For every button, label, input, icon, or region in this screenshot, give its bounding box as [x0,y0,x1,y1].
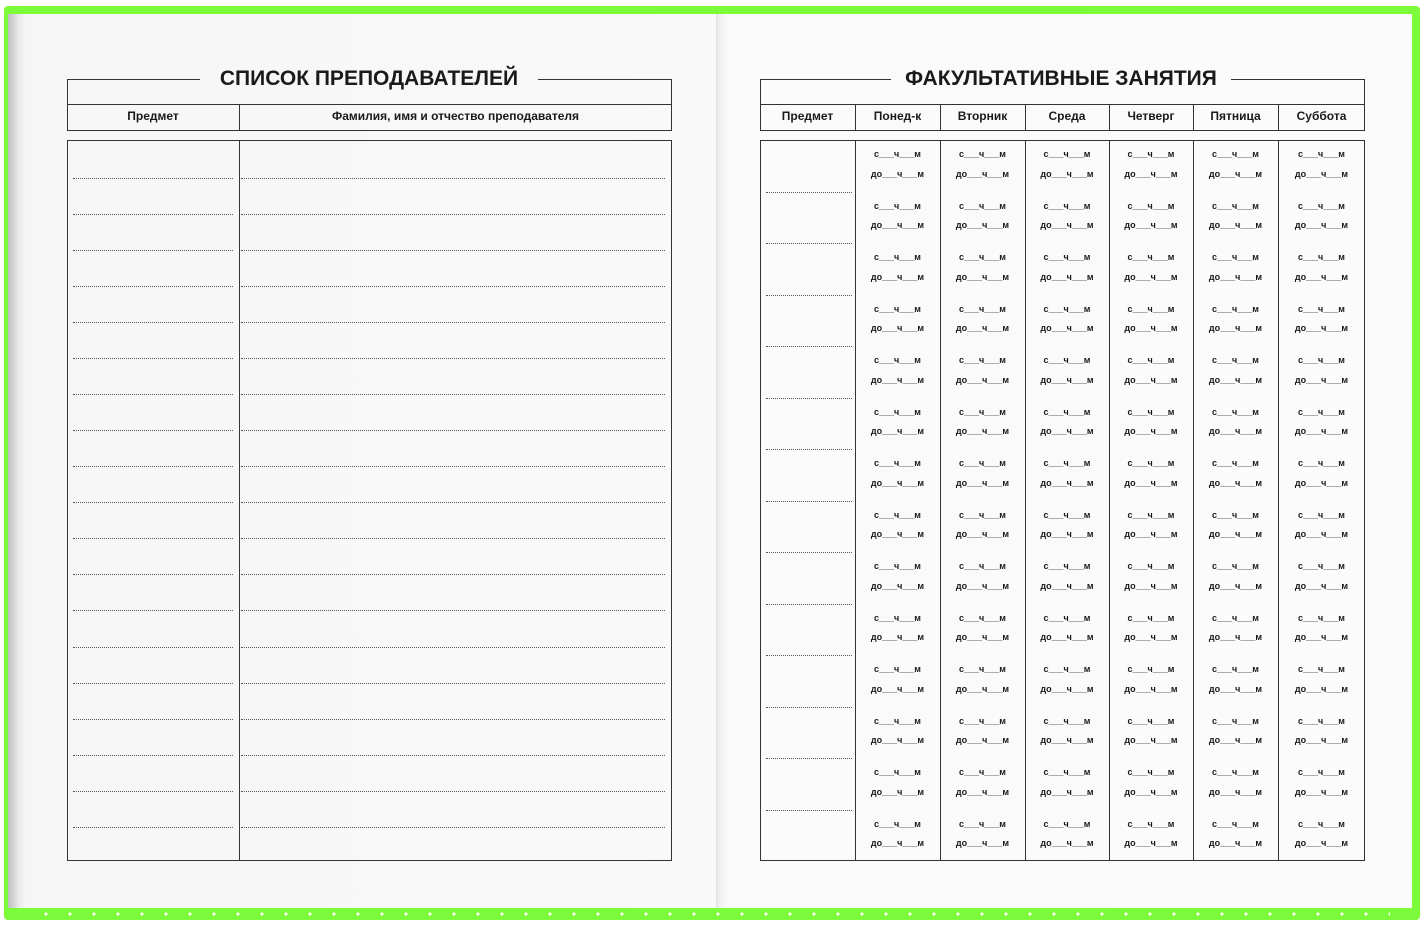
time-to-field: до___ч___м [1124,323,1178,333]
time-to-field: до___ч___м [1040,426,1094,436]
time-from-field: с___ч___м [874,561,921,571]
time-to-field: до___ч___м [870,632,925,642]
time-from-field: с___ч___м [1043,407,1091,417]
left-row-line-teacher [241,214,665,215]
time-from-field: с___ч___м [874,304,921,314]
time-from-field: с___ч___м [959,561,1006,571]
time-to-field: до___ч___м [1040,787,1094,797]
time-to-field: до___ч___м [1294,735,1349,745]
right-header-day: Понед-к [873,109,922,123]
time-to-field: до___ч___м [1040,581,1094,591]
time-from-field: с___ч___м [874,767,921,777]
time-to-field: до___ч___м [1294,220,1349,230]
time-from-field: с___ч___м [1043,355,1091,365]
time-to-field: до___ч___м [1208,375,1263,385]
time-from-field: с___ч___м [1212,613,1259,623]
time-to-field: до___ч___м [1208,529,1263,539]
time-to-field: до___ч___м [870,272,925,282]
time-to-field: до___ч___м [955,787,1010,797]
time-from-field: с___ч___м [1212,355,1259,365]
left-header-subject: Предмет [127,109,179,123]
right-row-line-subject [766,346,852,347]
time-to-field: до___ч___м [1040,529,1094,539]
right-row-line-subject [766,243,852,244]
time-from-field: с___ч___м [1127,613,1175,623]
left-row-line-subject [73,683,233,684]
left-row-line-teacher [241,683,665,684]
time-to-field: до___ч___м [1040,684,1094,694]
page-stack-edge [8,14,18,908]
left-row-line-teacher [241,791,665,792]
time-from-field: с___ч___м [959,767,1006,777]
time-from-field: с___ч___м [1298,664,1345,674]
time-from-field: с___ч___м [959,252,1006,262]
time-to-field: до___ч___м [1294,375,1349,385]
time-from-field: с___ч___м [1298,510,1345,520]
left-row-line-teacher [241,755,665,756]
time-to-field: до___ч___м [955,375,1010,385]
time-to-field: до___ч___м [870,169,925,179]
left-row-line-teacher [241,466,665,467]
right-body-col-divider [1025,140,1026,861]
time-to-field: до___ч___м [1124,220,1178,230]
time-to-field: до___ч___м [870,478,925,488]
left-row-line-teacher [241,647,665,648]
time-from-field: с___ч___м [1298,201,1345,211]
right-row-line-subject [766,655,852,656]
time-from-field: с___ч___м [874,664,921,674]
time-to-field: до___ч___м [1040,838,1094,848]
time-from-field: с___ч___м [1298,716,1345,726]
time-to-field: до___ч___м [955,478,1010,488]
left-row-line-subject [73,502,233,503]
time-from-field: с___ч___м [874,407,921,417]
left-header-divider [67,104,672,105]
right-header-divider [760,104,1365,105]
time-to-field: до___ч___м [1208,426,1263,436]
time-to-field: до___ч___м [1124,684,1178,694]
right-row-line-subject [766,810,852,811]
left-row-line-teacher [241,502,665,503]
right-body-col-divider [940,140,941,861]
time-to-field: до___ч___м [1124,735,1178,745]
time-from-field: с___ч___м [1298,355,1345,365]
right-header-day: Суббота [1296,109,1347,123]
time-from-field: с___ч___м [959,510,1006,520]
time-from-field: с___ч___м [1298,767,1345,777]
left-row-line-teacher [241,719,665,720]
time-to-field: до___ч___м [1040,735,1094,745]
time-to-field: до___ч___м [1124,375,1178,385]
time-from-field: с___ч___м [1127,716,1175,726]
time-to-field: до___ч___м [1208,632,1263,642]
left-row-line-subject [73,178,233,179]
time-from-field: с___ч___м [874,201,921,211]
time-to-field: до___ч___м [1294,838,1349,848]
time-from-field: с___ч___м [959,355,1006,365]
right-row-line-subject [766,552,852,553]
left-row-line-subject [73,358,233,359]
time-from-field: с___ч___м [874,355,921,365]
left-row-line-subject [73,791,233,792]
left-row-line-subject [73,286,233,287]
time-to-field: до___ч___м [1040,323,1094,333]
time-from-field: с___ч___м [874,510,921,520]
time-from-field: с___ч___м [1127,304,1175,314]
time-from-field: с___ч___м [1298,819,1345,829]
time-from-field: с___ч___м [1298,458,1345,468]
time-from-field: с___ч___м [959,201,1006,211]
time-to-field: до___ч___м [955,323,1010,333]
time-to-field: до___ч___м [870,838,925,848]
left-row-line-teacher [241,250,665,251]
time-from-field: с___ч___м [1127,561,1175,571]
left-row-line-teacher [241,574,665,575]
right-body-col-divider [1109,140,1110,861]
time-from-field: с___ч___м [1127,252,1175,262]
right-row-line-subject [766,192,852,193]
time-to-field: до___ч___м [1294,581,1349,591]
time-from-field: с___ч___м [1127,407,1175,417]
time-from-field: с___ч___м [1298,304,1345,314]
left-header-box [67,79,672,131]
time-from-field: с___ч___м [1127,510,1175,520]
left-header-teacher-name: Фамилия, имя и отчество преподавателя [332,109,579,123]
time-to-field: до___ч___м [1208,169,1263,179]
time-from-field: с___ч___м [1212,304,1259,314]
right-row-line-subject [766,501,852,502]
time-from-field: с___ч___м [1043,613,1091,623]
time-from-field: с___ч___м [1043,458,1091,468]
time-from-field: с___ч___м [1127,664,1175,674]
time-to-field: до___ч___м [1208,787,1263,797]
time-from-field: с___ч___м [1043,510,1091,520]
time-from-field: с___ч___м [1298,407,1345,417]
time-from-field: с___ч___м [1127,149,1175,159]
time-from-field: с___ч___м [959,716,1006,726]
left-row-line-subject [73,755,233,756]
time-from-field: с___ч___м [1298,561,1345,571]
time-from-field: с___ч___м [1212,716,1259,726]
time-from-field: с___ч___м [1298,149,1345,159]
time-from-field: с___ч___м [1212,819,1259,829]
time-to-field: до___ч___м [1124,426,1178,436]
time-from-field: с___ч___м [874,613,921,623]
time-to-field: до___ч___м [1294,323,1349,333]
left-page-title: СПИСОК ПРЕПОДАВАТЕЛЕЙ [219,67,519,90]
time-from-field: с___ч___м [1043,252,1091,262]
time-to-field: до___ч___м [870,323,925,333]
right-body-col-divider [855,140,856,861]
time-to-field: до___ч___м [955,426,1010,436]
right-header-day: Четверг [1127,109,1175,123]
right-header-day: Среда [1048,109,1086,123]
left-body-col-divider [239,140,240,861]
right-row-line-subject [766,449,852,450]
time-from-field: с___ч___м [1043,664,1091,674]
time-from-field: с___ч___м [1298,252,1345,262]
time-to-field: до___ч___м [870,220,925,230]
time-to-field: до___ч___м [955,220,1010,230]
time-to-field: до___ч___м [1208,272,1263,282]
time-to-field: до___ч___м [1294,684,1349,694]
time-from-field: с___ч___м [1212,510,1259,520]
time-to-field: до___ч___м [1208,684,1263,694]
right-header-day: Пятница [1210,109,1261,123]
time-to-field: до___ч___м [1208,838,1263,848]
time-from-field: с___ч___м [1043,149,1091,159]
left-row-line-subject [73,719,233,720]
time-to-field: до___ч___м [1294,478,1349,488]
time-to-field: до___ч___м [1294,272,1349,282]
time-to-field: до___ч___м [870,684,925,694]
time-to-field: до___ч___м [1124,478,1178,488]
time-to-field: до___ч___м [1124,272,1178,282]
time-to-field: до___ч___м [955,684,1010,694]
time-to-field: до___ч___м [1124,632,1178,642]
left-row-line-teacher [241,322,665,323]
time-from-field: с___ч___м [959,149,1006,159]
time-from-field: с___ч___м [1212,149,1259,159]
time-to-field: до___ч___м [1294,632,1349,642]
time-from-field: с___ч___м [874,819,921,829]
time-to-field: до___ч___м [955,581,1010,591]
left-row-line-teacher [241,178,665,179]
right-row-line-subject [766,398,852,399]
time-from-field: с___ч___м [1043,561,1091,571]
time-to-field: до___ч___м [1124,169,1178,179]
time-to-field: до___ч___м [955,169,1010,179]
right-header-box [760,79,1365,131]
time-to-field: до___ч___м [955,632,1010,642]
time-from-field: с___ч___м [959,819,1006,829]
left-row-line-teacher [241,827,665,828]
left-row-line-subject [73,647,233,648]
right-page-title: ФАКУЛЬТАТИВНЫЕ ЗАНЯТИЯ [905,67,1217,90]
time-to-field: до___ч___м [1294,169,1349,179]
cover-dots [34,912,1390,916]
time-to-field: до___ч___м [1124,838,1178,848]
time-to-field: до___ч___м [1208,220,1263,230]
left-table-body [67,140,672,861]
time-to-field: до___ч___м [1040,220,1094,230]
time-to-field: до___ч___м [1208,323,1263,333]
right-header-day: Вторник [957,109,1008,123]
time-from-field: с___ч___м [1298,613,1345,623]
time-from-field: с___ч___м [1043,767,1091,777]
left-row-line-subject [73,250,233,251]
left-row-line-teacher [241,538,665,539]
time-to-field: до___ч___м [1208,735,1263,745]
left-row-line-teacher [241,286,665,287]
time-to-field: до___ч___м [1294,426,1349,436]
time-from-field: с___ч___м [959,664,1006,674]
notebook-spine [716,14,720,908]
time-to-field: до___ч___м [1124,787,1178,797]
time-from-field: с___ч___м [959,613,1006,623]
right-row-line-subject [766,295,852,296]
time-from-field: с___ч___м [1212,664,1259,674]
time-from-field: с___ч___м [874,458,921,468]
left-row-line-subject [73,430,233,431]
right-body-col-divider [1193,140,1194,861]
time-from-field: с___ч___м [1043,716,1091,726]
right-row-line-subject [766,758,852,759]
time-to-field: до___ч___м [870,787,925,797]
time-to-field: до___ч___м [1294,529,1349,539]
time-to-field: до___ч___м [1124,529,1178,539]
right-row-line-subject [766,604,852,605]
time-to-field: до___ч___м [955,529,1010,539]
left-row-line-subject [73,214,233,215]
time-from-field: с___ч___м [1212,458,1259,468]
time-to-field: до___ч___м [1294,787,1349,797]
time-from-field: с___ч___м [1043,304,1091,314]
left-row-line-teacher [241,610,665,611]
time-from-field: с___ч___м [1127,767,1175,777]
left-row-line-subject [73,827,233,828]
time-from-field: с___ч___м [959,407,1006,417]
time-from-field: с___ч___м [1212,767,1259,777]
left-row-line-subject [73,466,233,467]
time-to-field: до___ч___м [1208,581,1263,591]
time-from-field: с___ч___м [874,252,921,262]
left-row-line-teacher [241,358,665,359]
time-to-field: до___ч___м [1208,478,1263,488]
time-to-field: до___ч___м [955,272,1010,282]
time-to-field: до___ч___м [955,735,1010,745]
time-to-field: до___ч___м [870,426,925,436]
time-to-field: до___ч___м [870,375,925,385]
time-from-field: с___ч___м [959,304,1006,314]
time-from-field: с___ч___м [1212,407,1259,417]
time-from-field: с___ч___м [874,149,921,159]
time-to-field: до___ч___м [870,529,925,539]
time-from-field: с___ч___м [1043,819,1091,829]
time-from-field: с___ч___м [1127,201,1175,211]
time-to-field: до___ч___м [1040,478,1094,488]
time-to-field: до___ч___м [955,838,1010,848]
left-row-line-teacher [241,394,665,395]
right-header-subject: Предмет [781,109,834,123]
time-from-field: с___ч___м [1127,355,1175,365]
time-from-field: с___ч___м [959,458,1006,468]
left-row-line-subject [73,610,233,611]
right-body-col-divider [1278,140,1279,861]
time-to-field: до___ч___м [870,581,925,591]
time-to-field: до___ч___м [1040,272,1094,282]
time-from-field: с___ч___м [1127,819,1175,829]
time-from-field: с___ч___м [1043,201,1091,211]
time-from-field: с___ч___м [874,716,921,726]
time-to-field: до___ч___м [1124,581,1178,591]
time-from-field: с___ч___м [1212,561,1259,571]
time-to-field: до___ч___м [870,735,925,745]
time-to-field: до___ч___м [1040,169,1094,179]
time-from-field: с___ч___м [1127,458,1175,468]
time-to-field: до___ч___м [1040,632,1094,642]
time-from-field: с___ч___м [1212,252,1259,262]
right-row-line-subject [766,707,852,708]
left-row-line-subject [73,538,233,539]
left-row-line-subject [73,394,233,395]
left-row-line-subject [73,574,233,575]
left-row-line-subject [73,322,233,323]
time-from-field: с___ч___м [1212,201,1259,211]
time-to-field: до___ч___м [1040,375,1094,385]
left-row-line-teacher [241,430,665,431]
